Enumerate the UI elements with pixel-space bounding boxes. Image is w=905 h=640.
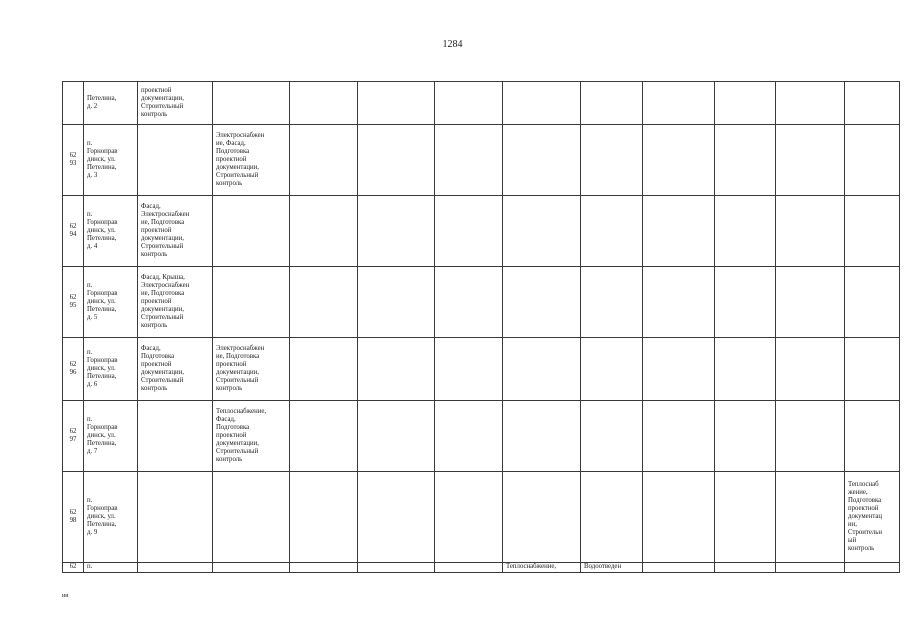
table-body [63,82,900,573]
empty-cell [643,338,715,401]
empty-cell [435,267,503,338]
cell-col8 [503,125,581,196]
cell-num: 62 97 [63,401,84,472]
empty-cell [290,125,358,196]
cell-col13 [845,125,900,196]
table-row [63,338,900,401]
cell-col13 [845,196,900,267]
table-row [63,401,900,472]
page-number: 1284 [442,39,463,50]
cell-col3: Фасад, Электроснабжен ие, Подготовка проектной документации, Строительный контроль [138,196,213,267]
empty-cell [776,563,845,573]
cell-num: 62 95 [63,267,84,338]
empty-cell [435,196,503,267]
cell-col8 [503,472,581,563]
empty-cell [776,125,845,196]
cell-address: п. Горноправ динск, ул. Петелина, д. 3 [84,125,138,196]
empty-cell [643,267,715,338]
empty-cell [715,82,776,125]
cell-col9 [581,401,643,472]
capital-repair-table [62,81,900,573]
cell-address: п. Горноправ динск, ул. Петелина, д. 7 [84,401,138,472]
cell-col3: Фасад, Подготовка проектной документации, Строительный контроль [138,338,213,401]
empty-cell [643,196,715,267]
cell-col8 [503,267,581,338]
empty-cell [715,472,776,563]
cell-address: п. Горноправ динск, ул. Петелина, д. 5 [84,267,138,338]
cell-col8 [503,82,581,125]
empty-cell [715,125,776,196]
cell-col13 [845,401,900,472]
cell-col8 [503,401,581,472]
empty-cell [435,472,503,563]
empty-cell [643,125,715,196]
table-row [63,196,900,267]
empty-cell [358,125,435,196]
cell-col4 [213,563,290,573]
cell-col13 [845,82,900,125]
empty-cell [290,267,358,338]
empty-cell [290,472,358,563]
cell-num: 62 [63,563,84,573]
cell-address: Петелина, д. 2 [84,82,138,125]
table-row [63,267,900,338]
cell-col9 [581,267,643,338]
cell-address: п. Горноправ динск, ул. Петелина, д. 6 [84,338,138,401]
empty-cell [358,196,435,267]
empty-cell [290,563,358,573]
empty-cell [715,196,776,267]
empty-cell [776,267,845,338]
empty-cell [290,338,358,401]
empty-cell [715,267,776,338]
empty-cell [776,196,845,267]
footer-mark: ии [62,593,69,599]
table-row [63,125,900,196]
empty-cell [290,82,358,125]
empty-cell [435,338,503,401]
cell-num: 62 96 [63,338,84,401]
cell-address: п. Горноправ динск, ул. Петелина, д. 4 [84,196,138,267]
cell-col8 [503,196,581,267]
cell-col4: Электроснабжен ие, Подготовка проектной документации, Строительный контроль [213,338,290,401]
table-row [63,82,900,125]
empty-cell [643,401,715,472]
empty-cell [435,563,503,573]
empty-cell [358,563,435,573]
cell-col9 [581,338,643,401]
cell-col9 [581,82,643,125]
cell-col4 [213,82,290,125]
cell-col3 [138,472,213,563]
empty-cell [358,472,435,563]
cell-col9 [581,125,643,196]
cell-col13 [845,267,900,338]
cell-col3 [138,563,213,573]
empty-cell [358,267,435,338]
cell-col3: Фасад, Крыша, Электроснабжен ие, Подготовка проектной документации, Строительный контроль [138,267,213,338]
cell-col8 [503,338,581,401]
empty-cell [643,82,715,125]
table-row [63,472,900,563]
cell-address: п. [84,563,138,573]
cell-col4: Теплоснабжение, Фасад, Подготовка проектной документации, Строительный контроль [213,401,290,472]
empty-cell [776,401,845,472]
cell-col3: проектной документации, Строительный контроль [138,82,213,125]
cell-col4 [213,267,290,338]
empty-cell [715,563,776,573]
empty-cell [358,82,435,125]
empty-cell [358,401,435,472]
table-row [63,563,900,573]
empty-cell [435,82,503,125]
cell-col9 [581,472,643,563]
empty-cell [643,472,715,563]
cell-col3 [138,401,213,472]
cell-num: 62 98 [63,472,84,563]
cell-col4: Электроснабжен ие, Фасад, Подготовка проектной документации, Строительный контроль [213,125,290,196]
cell-col9: Водоотведен [581,563,643,573]
empty-cell [290,196,358,267]
cell-col13 [845,338,900,401]
empty-cell [715,338,776,401]
empty-cell [715,401,776,472]
cell-num [63,82,84,125]
empty-cell [435,401,503,472]
cell-col3 [138,125,213,196]
cell-num: 62 94 [63,196,84,267]
empty-cell [435,125,503,196]
empty-cell [776,338,845,401]
empty-cell [643,563,715,573]
cell-col13 [845,563,900,573]
cell-col4 [213,196,290,267]
empty-cell [358,338,435,401]
cell-num: 62 93 [63,125,84,196]
cell-col4 [213,472,290,563]
cell-address: п. Горноправ динск, ул. Петелина, д. 9 [84,472,138,563]
cell-col9 [581,196,643,267]
empty-cell [776,472,845,563]
cell-col13: Теплоснаб жение, Подготовка проектной документац ии, Строительн ый контроль [845,472,900,563]
empty-cell [776,82,845,125]
empty-cell [290,401,358,472]
cell-col8: Теплоснабжение, [503,563,581,573]
